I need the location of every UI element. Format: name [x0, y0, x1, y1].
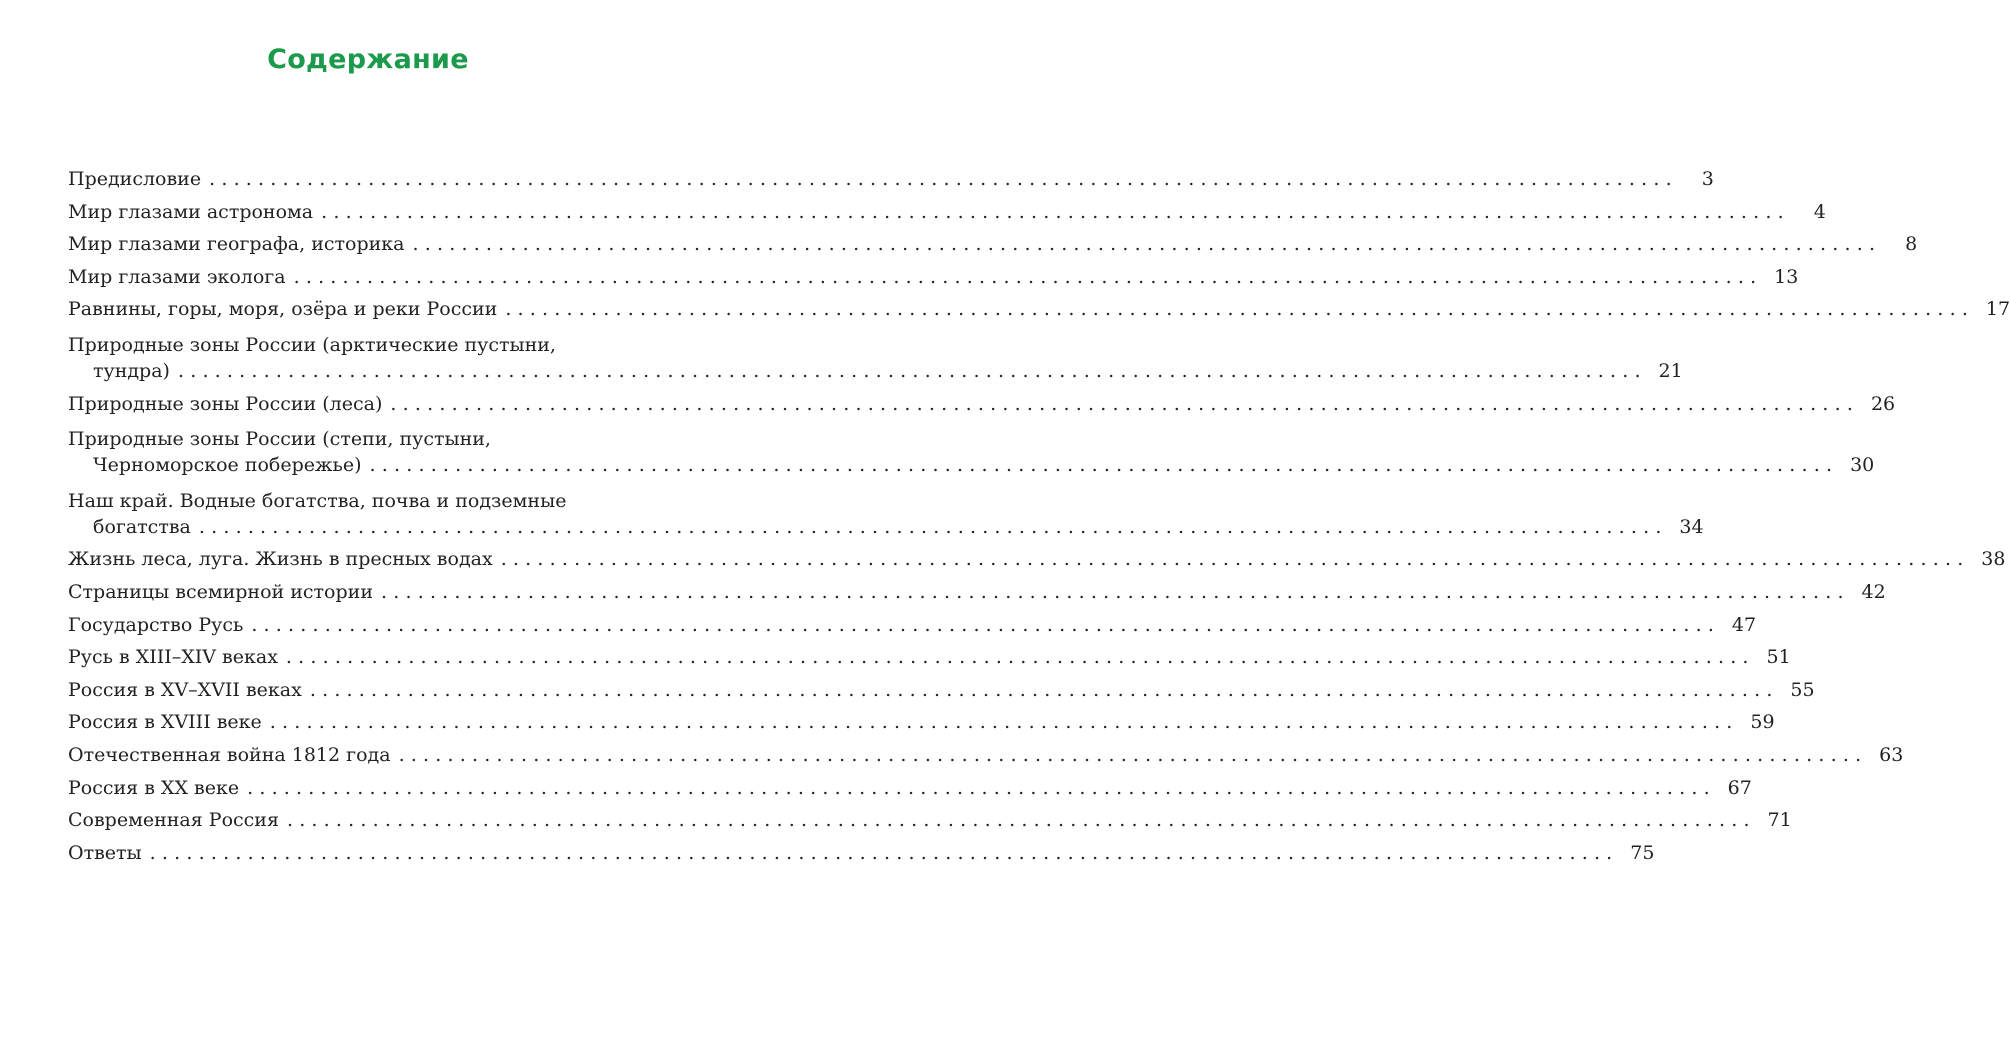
toc-entry-title: Мир глазами астронома	[68, 200, 314, 223]
toc-entry-title: Страницы всемирной истории	[68, 580, 373, 603]
dot-leader: ........................................................................................................................	[293, 265, 1763, 288]
dot-leader: ........................................................................................................................	[380, 580, 1850, 603]
toc-entry-line	[68, 776, 1752, 800]
toc-entry[interactable]	[68, 678, 1815, 702]
toc-entry[interactable]	[68, 298, 2010, 321]
toc-entry-line	[68, 168, 1714, 191]
toc-entry-line	[68, 580, 1886, 604]
dot-leader: ........................................................................................................................	[149, 841, 1619, 864]
toc-entry[interactable]	[68, 711, 1775, 734]
dot-leader: ........................................................................................................................	[209, 168, 1678, 190]
toc-entry-title: Мир глазами эколога	[68, 265, 286, 288]
dot-leader: ........................................................................................................................	[247, 776, 1716, 799]
toc-entry-title: Современная Россия	[68, 809, 279, 832]
table-of-contents	[68, 168, 2010, 874]
page-number: 42	[1861, 580, 1886, 603]
toc-entry[interactable]	[68, 613, 1757, 637]
page-number: 17	[1985, 298, 2010, 321]
toc-entry-title: Россия в XX веке	[68, 776, 240, 799]
toc-entry-continuation	[68, 515, 1704, 539]
toc-entry-line	[68, 392, 1896, 416]
dot-leader: ........................................................................................................................	[309, 678, 1779, 701]
toc-entry-line	[68, 678, 1815, 702]
toc-entry[interactable]	[68, 487, 1704, 539]
page-number: 13	[1774, 265, 1799, 288]
toc-entry-line	[68, 841, 1655, 865]
dot-leader: ........................................................................................................................	[285, 646, 1755, 669]
toc-entry-line	[68, 200, 1826, 224]
toc-entry-line	[68, 425, 670, 454]
toc-entry[interactable]	[68, 580, 1886, 604]
toc-entry-title: Государство Русь	[68, 613, 244, 636]
page-number: 47	[1731, 613, 1757, 636]
dot-leader: ........................................................................................................................	[398, 743, 1868, 766]
page-number: 51	[1766, 646, 1791, 669]
dot-leader: ........................................................................................................................	[390, 392, 1860, 415]
toc-entry-line	[68, 809, 1792, 832]
toc-entry[interactable]	[68, 331, 1683, 383]
toc-entry-title: Жизнь леса, луга. Жизнь в пресных водах	[68, 548, 493, 571]
toc-entry-title: тундра)	[93, 359, 170, 382]
toc-entry-title: Природные зоны России (степи, пустыни,	[68, 428, 491, 451]
page-number: 8	[1905, 233, 1918, 256]
toc-entry[interactable]	[68, 809, 1792, 832]
toc-entry[interactable]	[68, 548, 2006, 571]
dot-leader: ........................................................................................................................	[505, 298, 1975, 321]
toc-entry-continuation	[68, 359, 1683, 383]
toc-entry[interactable]	[68, 743, 1904, 767]
page-number: 34	[1679, 515, 1704, 538]
toc-entry-line	[68, 548, 2006, 571]
toc-entry-title: Ответы	[68, 841, 142, 864]
dot-leader: ........................................................................................................................	[412, 233, 1882, 256]
page-number: 67	[1727, 776, 1752, 799]
toc-entry-title: Предисловие	[68, 168, 202, 190]
page-title: Содержание	[267, 44, 469, 75]
toc-entry-title: Отечественная война 1812 года	[68, 743, 391, 766]
page-number: 21	[1658, 359, 1683, 382]
dot-leader: ........................................................................................................................	[286, 809, 1756, 832]
page-number: 59	[1750, 711, 1775, 734]
toc-entry-line	[68, 711, 1775, 734]
page-number: 75	[1630, 841, 1655, 864]
dot-leader: ........................................................................................................................	[321, 200, 1790, 223]
toc-entry-line	[68, 265, 1799, 289]
toc-entry-continuation	[68, 454, 1875, 477]
toc-entry-line	[68, 298, 2010, 321]
toc-entry-title: Природные зоны России (арктические пустыни,	[68, 333, 556, 356]
dot-leader: ........................................................................................................................	[177, 359, 1647, 382]
toc-entry-line	[68, 331, 670, 360]
toc-entry-title: богатства	[93, 515, 191, 538]
toc-entry-title: Россия в XVIII веке	[68, 711, 262, 734]
page-number: 38	[1981, 548, 2006, 571]
page-number: 63	[1879, 743, 1904, 766]
toc-entry-title: Наш край. Водные богатства, почва и подземные	[68, 489, 567, 512]
dot-leader: ........................................................................................................................	[269, 711, 1739, 734]
toc-entry-title: Черноморское побережье)	[93, 454, 362, 477]
page-number: 4	[1813, 200, 1826, 223]
toc-entry[interactable]	[68, 425, 1875, 477]
dot-leader: ........................................................................................................................	[251, 613, 1721, 636]
toc-entry-title: Мир глазами географа, историка	[68, 233, 405, 256]
toc-entry[interactable]	[68, 200, 1826, 224]
dot-leader: ........................................................................................................................	[198, 515, 1668, 538]
toc-entry[interactable]	[68, 841, 1655, 865]
page-number: 55	[1790, 678, 1815, 701]
page-number: 30	[1850, 454, 1875, 477]
page-number: 26	[1870, 392, 1896, 415]
toc-entry[interactable]	[68, 392, 1896, 416]
dot-leader: ........................................................................................................................	[500, 548, 1970, 571]
dot-leader: ........................................................................................................................	[369, 454, 1839, 477]
toc-entry[interactable]	[68, 265, 1799, 289]
toc-entry-line	[68, 233, 1918, 256]
toc-entry-title: Природные зоны России (леса)	[68, 392, 383, 415]
toc-entry-title: Русь в XIII–XIV веках	[68, 646, 278, 669]
toc-entry[interactable]	[68, 646, 1791, 669]
toc-entry-title: Россия в XV–XVII веках	[68, 678, 302, 701]
toc-entry[interactable]	[68, 776, 1752, 800]
toc-entry[interactable]	[68, 168, 1714, 191]
toc-entry-line	[68, 613, 1757, 637]
toc-entry-line	[68, 487, 670, 516]
page-number: 71	[1767, 809, 1792, 832]
toc-entry-line	[68, 743, 1904, 767]
toc-entry-line	[68, 646, 1791, 669]
page-number: 3	[1701, 168, 1714, 190]
toc-entry-title: Равнины, горы, моря, озёра и реки России	[68, 298, 498, 321]
toc-entry[interactable]	[68, 233, 1918, 256]
